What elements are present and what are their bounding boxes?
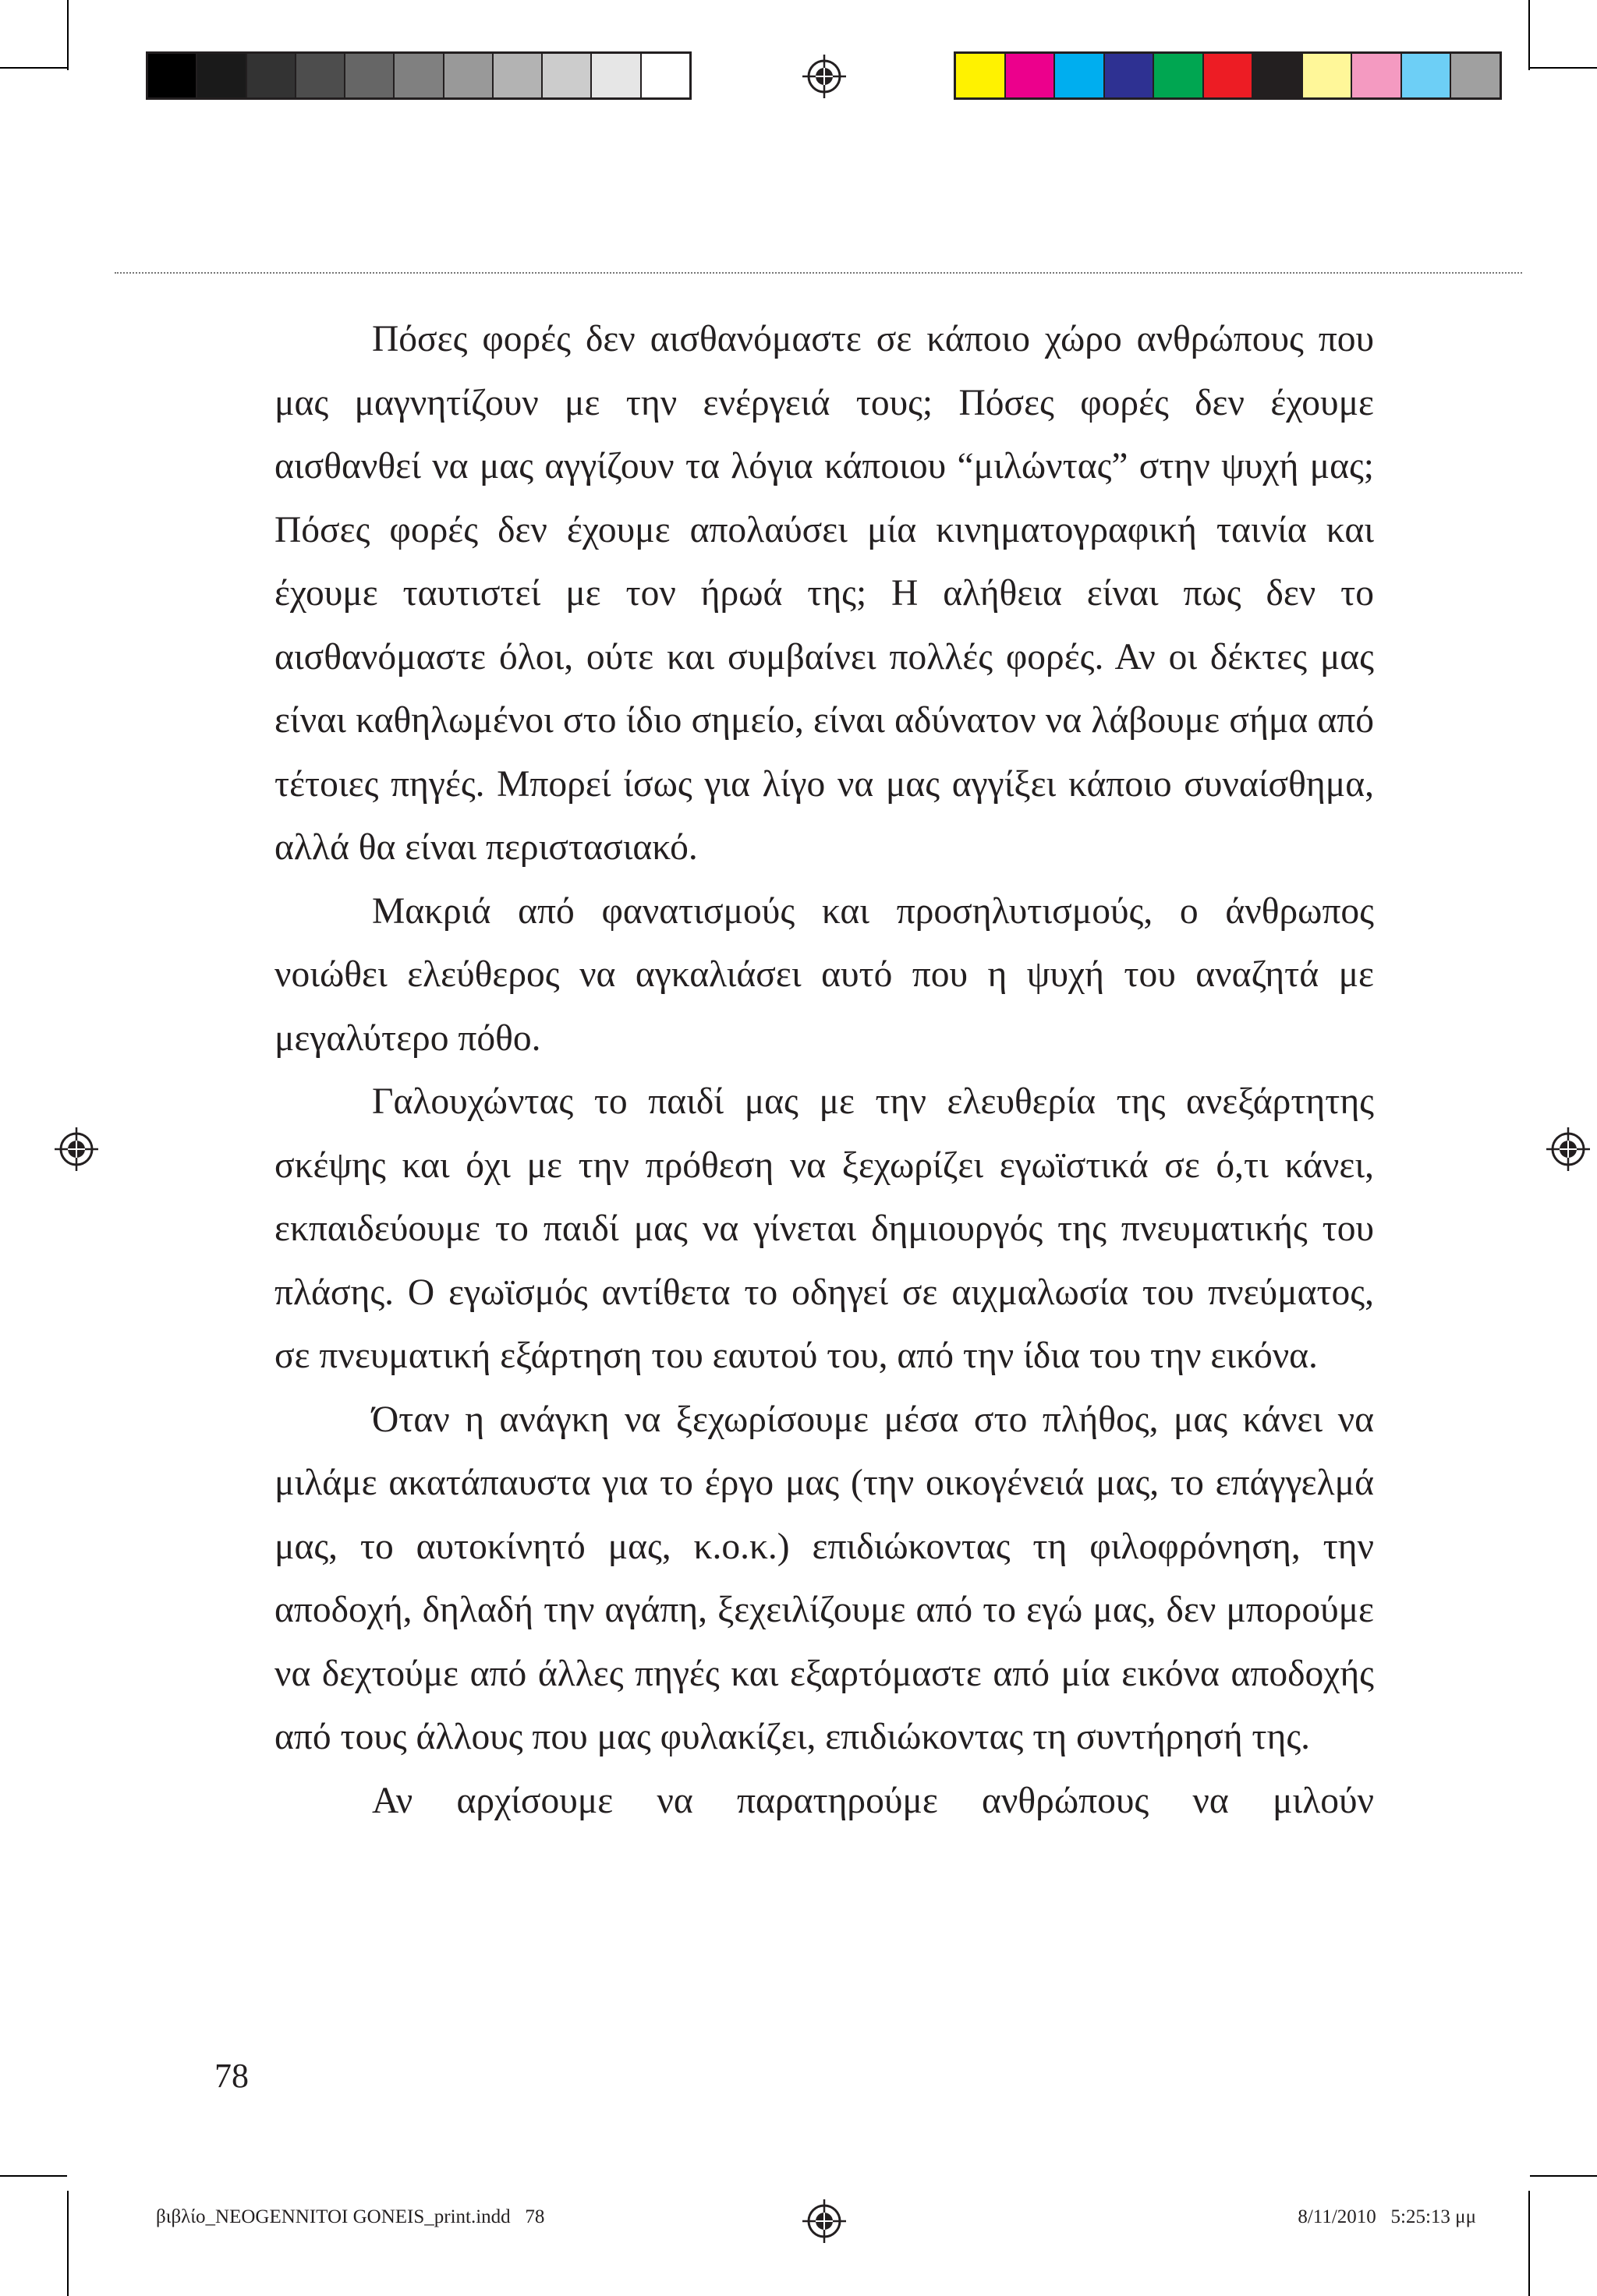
crop-mark [0, 2175, 67, 2177]
crop-mark [1528, 0, 1530, 70]
process-color-bar [954, 51, 1502, 100]
color-swatch [592, 54, 641, 97]
color-swatch [1402, 54, 1452, 97]
color-swatch [1055, 54, 1105, 97]
crop-mark [67, 0, 69, 70]
slug-file-info: βιβλίο_NEOGENNITOI GONEIS_print.indd 78 [156, 2206, 545, 2227]
color-swatch [1154, 54, 1204, 97]
registration-mark-icon [802, 55, 846, 98]
color-swatch [1204, 54, 1254, 97]
color-swatch [1253, 54, 1303, 97]
crop-mark [1530, 2175, 1597, 2177]
color-swatch [1105, 54, 1155, 97]
crop-mark [67, 2191, 69, 2296]
color-swatch [197, 54, 246, 97]
paragraph: Αν αρχίσουμε να παρατηρούμε ανθρώπους να μιλούν [372, 1780, 1374, 1821]
paragraph: Γαλουχώντας το παιδί μας με την ελευθερία της ανεξάρτητης σκέψης και όχι με την πρόθεση να ξεχωρίζει εγωϊστικά σε ό,τι κάνει, εκπαιδεύουμε το παιδί μας να γίνεται δημιουργός της πνευματικής του πλάσης. Ο εγωϊσμός αντίθετα το οδηγεί σε αιχμαλωσία του πνεύματος, σε πνευματική εξάρτηση του εαυτού του, από την ίδια του την εικόνα. [274, 1081, 1374, 1376]
registration-mark-icon [55, 1127, 98, 1171]
color-swatch [395, 54, 444, 97]
color-swatch [1006, 54, 1056, 97]
color-swatch [1303, 54, 1353, 97]
color-swatch [247, 54, 296, 97]
crop-mark [0, 67, 67, 69]
crop-mark [1530, 67, 1597, 69]
body-text [274, 308, 1374, 1833]
registration-mark-icon [802, 2199, 846, 2243]
paragraph: Μακριά από φανατισμούς και προσηλυτισμούς, ο άνθρωπος νοιώθει ελεύθερος να αγκαλιάσει αυτό που η ψυχή του αναζητά με μεγαλύτερο πόθο. [274, 890, 1374, 1059]
color-swatch [345, 54, 395, 97]
color-swatch [543, 54, 592, 97]
paragraph: Όταν η ανάγκη να ξεχωρίσουμε μέσα στο πλήθος, μας κάνει να μιλάμε ακατάπαυστα για το έργο μας (την οικογένειά μας, το επάγγελμά μας, το αυτοκίνητό μας, κ.ο.κ.) επιδιώκοντας τη φιλοφρόνηση, την αποδοχή, δηλαδή την αγάπη, ξεχειλίζουμε από το εγώ μας, δεν μπορούμε να δεχτούμε από άλλες πηγές και εξαρτόμαστε από μία εικόνα αποδοχής από τους άλλους που μας φυλακίζει, επιδιώκοντας τη συντήρησή της. [274, 1399, 1374, 1757]
grayscale-color-bar [146, 51, 692, 100]
registration-mark-icon [1546, 1127, 1590, 1171]
color-swatch [956, 54, 1006, 97]
paragraph: Πόσες φορές δεν αισθανόμαστε σε κάποιο χώρο ανθρώπους που μας μαγνητίζουν με την ενέργειά τους; Πόσες φορές δεν έχουμε αισθανθεί να μας αγγίζουν τα λόγια κάποιου “μιλώντας” στην ψυχή μας; Πόσες φορές δεν έχουμε απολαύσει μία κινηματογραφική ταινία και έχουμε ταυτιστεί με τον ήρωά της; Η αλήθεια είναι πως δεν το αισθανόμαστε όλοι, ούτε και συμβαίνει πολλές φορές. Αν οι δέκτες μας είναι καθηλωμένοι στο ίδιο σημείο, είναι αδύνατον να λάβουμε σήμα από τέτοιες πηγές. Μπορεί ίσως για λίγο να μας αγγίξει κάποιο συναίσθημα, αλλά θα είναι περιστασιακό. [274, 319, 1374, 868]
color-swatch [1451, 54, 1500, 97]
crop-mark [1528, 2191, 1530, 2296]
slug-timestamp: 8/11/2010 5:25:13 μμ [1298, 2206, 1476, 2227]
color-swatch [296, 54, 345, 97]
color-swatch [444, 54, 494, 97]
header-dotted-rule [115, 272, 1522, 274]
color-swatch [148, 54, 197, 97]
color-swatch [642, 54, 689, 97]
color-swatch [494, 54, 543, 97]
color-swatch [1352, 54, 1402, 97]
page-number: 78 [214, 2057, 249, 2095]
